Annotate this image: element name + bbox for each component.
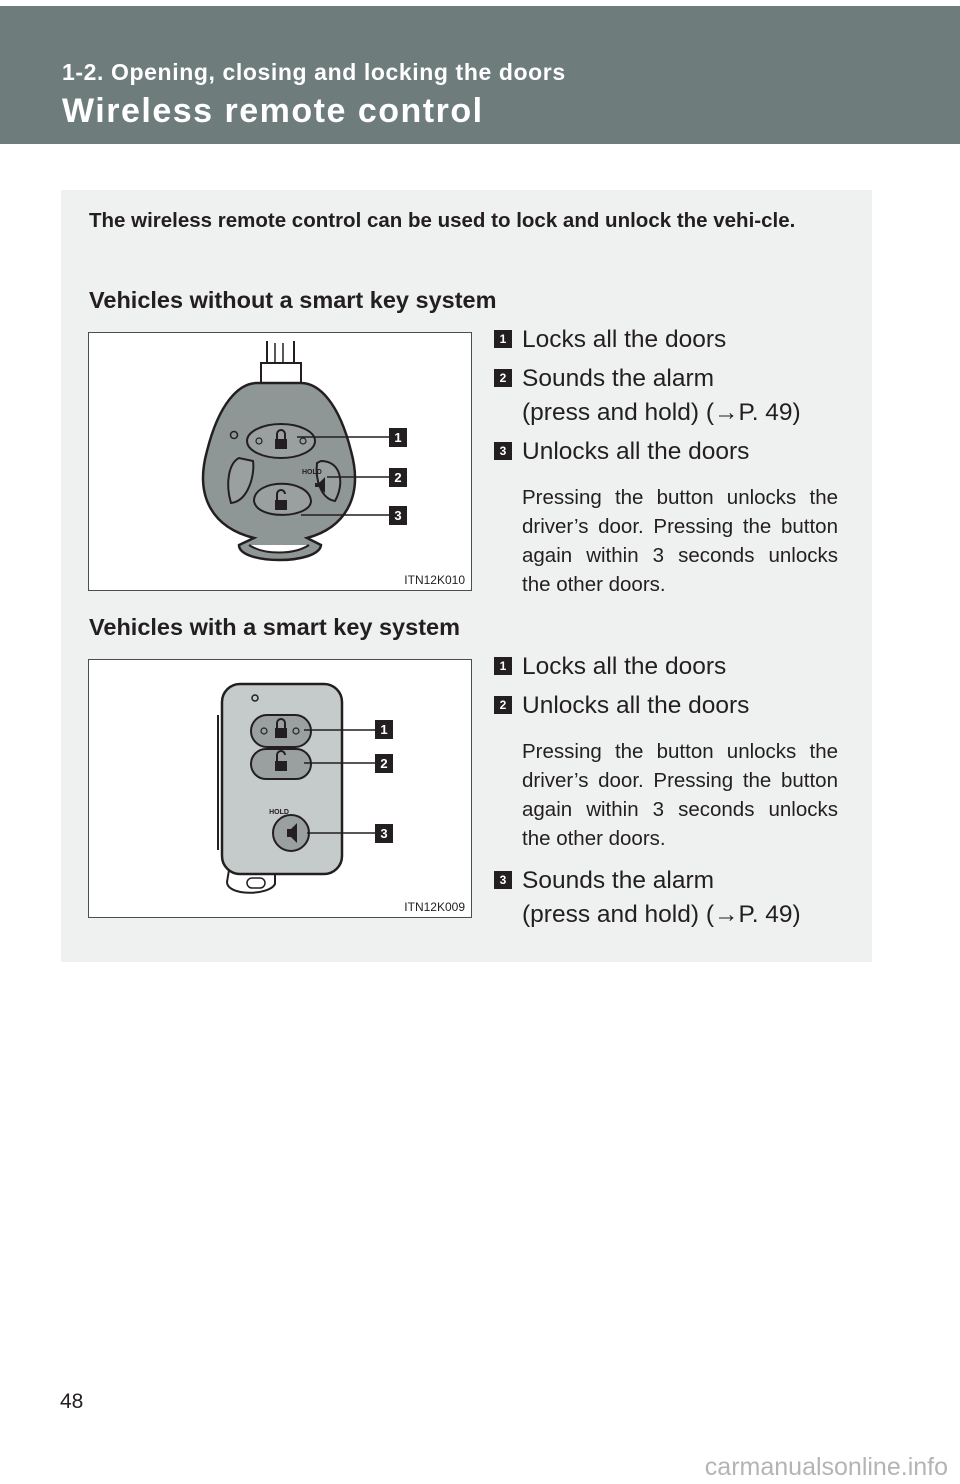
item-number: 3 [494,442,512,460]
item-number: 1 [494,657,512,675]
callout-2: 2 [380,756,388,771]
heading-with-smart-key: Vehicles with a smart key system [89,614,460,640]
list-item [494,362,801,430]
list-item [494,435,749,469]
page-number: 48 [60,1390,84,1413]
list-item [494,650,726,684]
callout-1: 1 [394,430,402,445]
item-text: Locks all the doors [522,326,727,353]
item-subtext: (press and hold) (→P. 49) [522,901,801,928]
hold-label: HOLD [269,809,289,816]
list-item [494,323,726,357]
item-number: 1 [494,330,512,348]
callout-1: 1 [380,722,388,737]
callout-3: 3 [394,508,402,523]
heading-without-smart-key: Vehicles without a smart key system [89,287,497,313]
callout-2: 2 [394,470,402,485]
figure-smart-key [88,659,472,918]
content-panel [61,190,872,962]
list-item [494,689,749,723]
item-text: Locks all the doors [522,653,727,680]
item-number: 2 [494,369,512,387]
callout-3: 3 [380,826,388,841]
item-text: Sounds the alarm [522,365,715,392]
item-text: Unlocks all the doors [522,438,750,465]
section-title: 1-2. Opening, closing and locking the doors [62,59,566,85]
intro-text: The wireless remote control can be used to lock and unlock the vehi-cle. [89,209,796,232]
watermark: carmanualsonline.info [704,1453,948,1481]
figure-code: ITN12K009 [404,900,465,914]
item-text: Sounds the alarm [522,867,715,894]
smart-key-illustration [89,660,473,919]
header-bar [0,0,960,144]
item-note: Pressing the button unlocks the driver’s door. Pressing the button again within 3 seconds unlocks the other doors. [522,740,838,850]
page-title: Wireless remote control [62,92,484,130]
item-subtext: (press and hold) (→P. 49) [522,399,801,426]
key-fob-illustration [89,333,473,592]
item-number: 2 [494,696,512,714]
figure-code: ITN12K010 [404,573,465,587]
hold-label: HOLD [302,469,322,476]
figure-key-fob [88,332,472,591]
list-item [494,864,801,932]
item-number: 3 [494,871,512,889]
item-text: Unlocks all the doors [522,692,750,719]
item-note: Pressing the button unlocks the driver’s door. Pressing the button again within 3 seconds unlocks the other doors. [522,486,838,596]
